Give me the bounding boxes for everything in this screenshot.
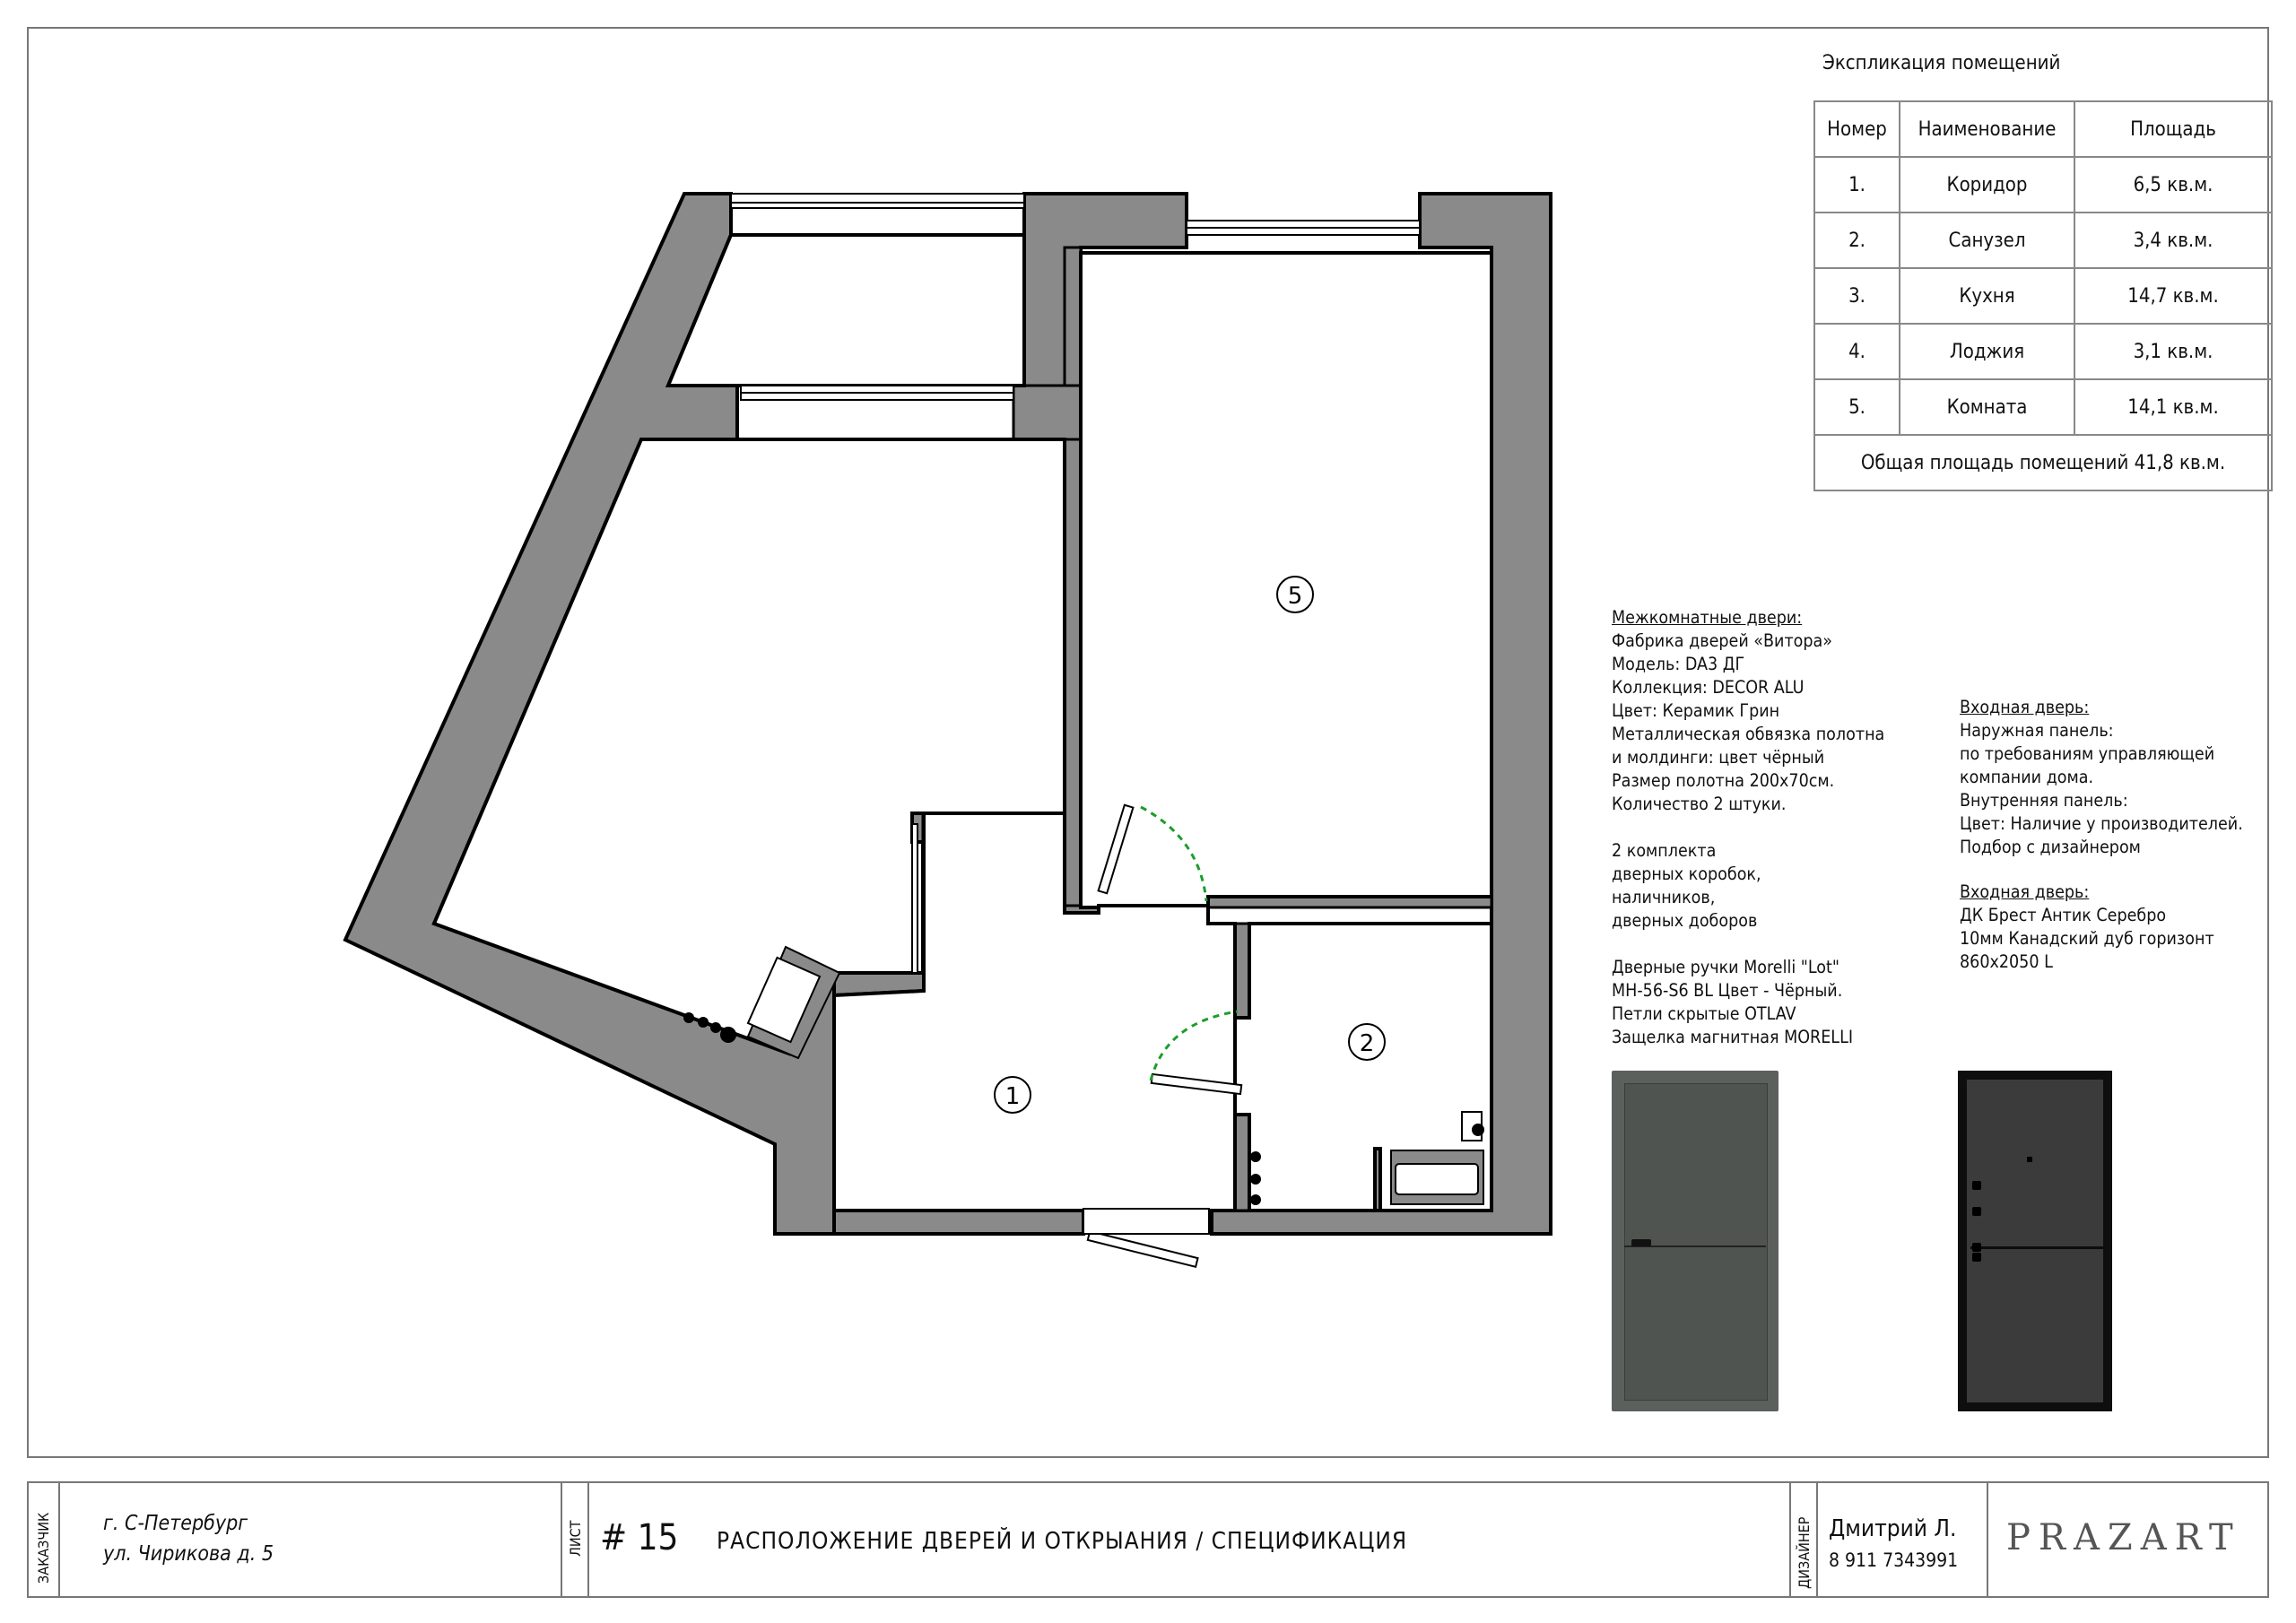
customer-city: г. С-Петербург	[103, 1512, 248, 1535]
row-area: 14,1 кв.м.	[2074, 379, 2272, 435]
row-name: Кухня	[1900, 268, 2074, 324]
spec-line: Размер полотна 200х70см.	[1612, 770, 1835, 791]
sheet-label: ЛИСТ	[567, 1520, 584, 1557]
spec-line: компании дома.	[1960, 767, 2094, 787]
sheet-label-cell	[562, 1483, 589, 1596]
interior-doors-heading: Межкомнатные двери:	[1612, 607, 1803, 628]
spec-line: Модель: DA3 ДГ	[1612, 654, 1745, 674]
room-number-5: 5	[1287, 583, 1303, 610]
room-number-2: 2	[1359, 1030, 1375, 1057]
table-row	[1814, 157, 2272, 213]
brand-logo: PRAZART	[2006, 1517, 2241, 1558]
designer-cell	[1818, 1483, 1988, 1596]
spec-line: Цвет: Керамик Грин	[1612, 700, 1780, 721]
spec-line: и молдинги: цвет чёрный	[1612, 747, 1825, 768]
wall-bath-left	[1235, 924, 1249, 1018]
entrance-door-spec-2	[1960, 881, 2214, 974]
sheet-title: РАСПОЛОЖЕНИЕ ДВЕРЕЙ И ОТКРЫАНИЯ / СПЕЦИФИКАЦИЯ	[717, 1528, 1408, 1555]
row-num: 4.	[1814, 324, 1900, 379]
spec-line: Дверные ручки Morelli "Lot"	[1612, 957, 1839, 977]
spec-line: Внутренняя панель:	[1960, 790, 2128, 811]
designer-label-cell	[1791, 1483, 1818, 1596]
header-name: Наименование	[1900, 101, 2074, 157]
table-total-row	[1814, 435, 2272, 490]
spec-line: Защелка магнитная MORELLI	[1612, 1027, 1854, 1047]
table-row	[1814, 268, 2272, 324]
row-num: 5.	[1814, 379, 1900, 435]
row-area: 3,1 кв.м.	[2074, 324, 2272, 379]
entrance-door-heading: Входная дверь:	[1960, 697, 2090, 717]
spec-line: Количество 2 штуки.	[1612, 794, 1787, 814]
spec-line: 2 комплекта	[1612, 840, 1717, 861]
bath-drain	[1472, 1124, 1484, 1136]
designer-label: ДИЗАЙНЕР	[1796, 1516, 1813, 1589]
kitchen-opening	[912, 824, 918, 973]
brand-cell	[1988, 1483, 2267, 1596]
customer-label: ЗАКАЗЧИК	[35, 1512, 52, 1584]
spec-line: ДК Брест Антик Серебро	[1960, 905, 2167, 925]
row-area: 14,7 кв.м.	[2074, 268, 2272, 324]
row-area: 6,5 кв.м.	[2074, 157, 2272, 213]
interior-door-image	[1612, 1071, 1779, 1411]
row-name: Санузел	[1900, 213, 2074, 268]
row-name: Коридор	[1900, 157, 2074, 213]
table-row	[1814, 379, 2272, 435]
spec-line: 10мм Канадский дуб горизонт	[1960, 928, 2214, 949]
entrance-opening	[1083, 1209, 1209, 1234]
window-loggia-top	[731, 194, 1024, 208]
wall-bottom-left	[834, 1209, 1083, 1234]
spec-line: дверных коробок,	[1612, 864, 1761, 884]
row-area: 3,4 кв.м.	[2074, 213, 2272, 268]
spec-line: Петли скрытые OTLAV	[1612, 1003, 1796, 1024]
spec-line: Коллекция: DECOR ALU	[1612, 677, 1805, 698]
spec-line: дверных доборов	[1612, 910, 1758, 931]
door-entrance-leaf	[1088, 1231, 1198, 1267]
spec-line: Цвет: Наличие у производителей.	[1960, 813, 2243, 834]
entrance-door-image	[1958, 1071, 2112, 1411]
row-num: 1.	[1814, 157, 1900, 213]
sheet-cell	[589, 1483, 1791, 1596]
customer-cell	[60, 1483, 562, 1596]
row-name: Комната	[1900, 379, 2074, 435]
header-number: Номер	[1814, 101, 1900, 157]
spec-line: Подбор с дизайнером	[1960, 837, 2141, 857]
row-num: 2.	[1814, 213, 1900, 268]
interior-doors-spec	[1612, 606, 1884, 1049]
row-num: 3.	[1814, 268, 1900, 324]
spec-line: MH-56-S6 BL Цвет - Чёрный.	[1612, 980, 1843, 1001]
title-block	[27, 1481, 2269, 1598]
bath-outlets	[1250, 1151, 1261, 1205]
spec-line: наличников,	[1612, 887, 1716, 907]
wall-room5-left	[1065, 247, 1081, 906]
entrance-door-heading-2: Входная дверь:	[1960, 881, 2090, 902]
designer-phone: 8 911 7343991	[1829, 1549, 1959, 1571]
header-area: Площадь	[2074, 101, 2272, 157]
spec-line: 860х2050 L	[1960, 951, 2053, 972]
table-header-row	[1814, 101, 2272, 157]
customer-label-cell	[29, 1483, 60, 1596]
wall-bath-left-lower	[1235, 1115, 1249, 1211]
explication-table	[1813, 100, 2273, 491]
spec-line: Фабрика дверей «Витора»	[1612, 630, 1833, 651]
spec-line: Металлическая обвязка полотна	[1612, 724, 1885, 744]
room-number-1: 1	[1004, 1083, 1021, 1110]
explication-title: Экспликация помещений	[1822, 52, 2061, 74]
entrance-door-spec	[1960, 696, 2243, 859]
total-area: Общая площадь помещений 41,8 кв.м.	[1814, 435, 2272, 490]
wall-loggia-left-lower	[1013, 386, 1081, 439]
spec-line: Наружная панель:	[1960, 720, 2114, 741]
room-4	[668, 235, 1024, 386]
row-name: Лоджия	[1900, 324, 2074, 379]
customer-street: ул. Чирикова д. 5	[103, 1542, 274, 1566]
sheet-number: # 15	[600, 1517, 679, 1558]
designer-name: Дмитрий Л.	[1829, 1515, 1957, 1542]
table-row	[1814, 213, 2272, 268]
table-row	[1814, 324, 2272, 379]
spec-line: по требованиям управляющей	[1960, 743, 2215, 764]
